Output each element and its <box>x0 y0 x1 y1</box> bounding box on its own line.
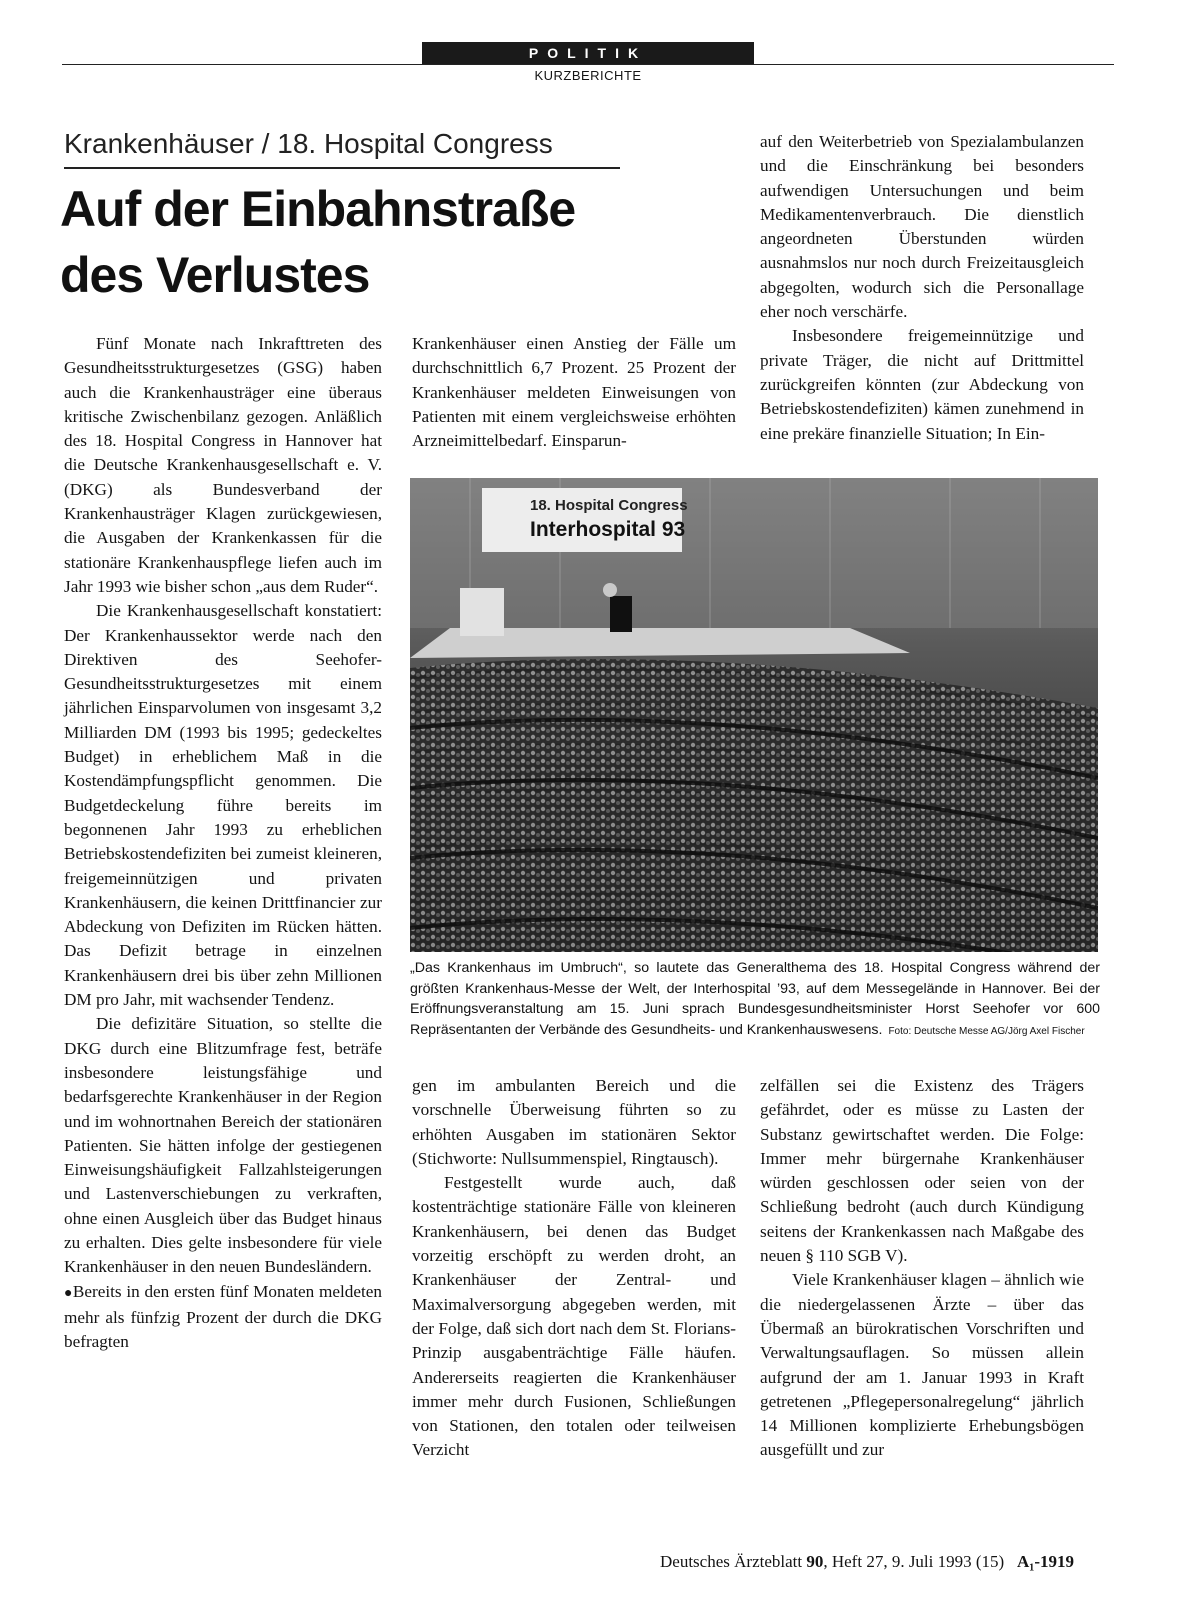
kicker-underline <box>64 167 620 169</box>
headline-line-2: des Verlustes <box>60 247 370 303</box>
paragraph: Festgestellt wurde auch, daß kostenträchtige stationäre Fälle von kleineren Krankenhäusern, bei denen das Budget vorzeitig erschöpft zu werden droht, an Krankenhäuser der Zentral- und Maximalversorgung abgegeben werden, mit der Folge, daß sich dort nach dem St. Florians-Prinzip ausgabenträchtige Fälle häufen. Andererseits reagierten die Krankenhäuser immer mehr durch Fusionen, Schließungen von Stationen, den totalen oder teilweisen Verzicht <box>412 1173 736 1460</box>
header-rule <box>62 64 1114 65</box>
page-number: A₁-1919 <box>1016 1552 1074 1571</box>
article-headline <box>60 176 750 308</box>
body-column-2-top <box>412 332 736 453</box>
subsection-label: KURZBERICHTE <box>534 68 642 83</box>
body-column-3-bottom <box>760 1074 1084 1463</box>
paragraph: Die Krankenhausgesellschaft konstatiert: Der Krankenhaussektor werde nach den Direktiven des Seehofer-Gesundheitsstrukturgesetzes mit einem jährlichen Einsparvolumen von insgesamt 3,2 Milliarden DM (1993 bis 1995; gedeckeltes Budget) in erheblichem Maß in die Kostendämpfungspflicht genommen. Die Budgetdeckelung führe bereits im begonnenen Jahr 1993 zu erheblichen Betriebskostendefiziten bei zumeist kleineren, freigemeinnützigen und privaten Krankenhäusern, die keinen Drittfinancier zur Abdeckung von Defiziten im Rücken hätten. Das Defizit betrage in einzelnen Krankenhäusern drei bis über zehn Millionen DM pro Jahr, mit wachsender Tendenz. <box>64 601 382 1010</box>
body-column-1 <box>64 332 382 1354</box>
congress-photo <box>410 478 1098 952</box>
paragraph: Fünf Monate nach Inkrafttreten des Gesundheitsstrukturgesetzes (GSG) haben auch die Krankenhausträger eine überaus kritische Zwischenbilanz gezogen. Anläßlich des 18. Hospital Congress in Hannover hat die Deutsche Krankenhausgesellschaft e. V. (DKG) als Bundesverband der Krankenhausträger Klagen zurückgewiesen, die Ausgaben der Krankenkassen für die stationäre Krankenhauspflege liefen auch im Jahr 1993 wie bisher schon „aus dem Ruder“. <box>64 334 382 596</box>
headline-line-1: Auf der Einbahnstraße <box>60 181 576 237</box>
section-label: POLITIK <box>422 42 754 64</box>
paragraph: Krankenhäuser einen Anstieg der Fälle um durchschnittlich 6,7 Prozent. 25 Prozent der Krankenhäuser meldeten Einweisungen von Patienten mit einem vergleichsweise erhöhten Arzneimittelbedarf. Einsparun- <box>412 334 736 451</box>
article-kicker: Krankenhäuser / 18. Hospital Congress <box>64 128 553 159</box>
photo-illustration <box>410 478 1098 952</box>
issue-info: , Heft 27, 9. Juli 1993 (15) <box>823 1552 1005 1571</box>
journal-name: Deutsches Ärzteblatt <box>660 1552 803 1571</box>
bullet-text: Bereits in den ersten fünf Monaten meldeten mehr als fünfzig Prozent der durch die DKG befragten <box>64 1281 382 1352</box>
paragraph: zelfällen sei die Existenz des Trägers gefährdet, oder es müsse zu Lasten der Substanz gewirtschaftet werden. Die Folge: Immer mehr bürgernahe Krankenhäuser würden geschlossen oder seien von der Schließung bedroht (auch durch Kündigung seitens der Krankenkassen nach Maßgabe des neuen § 110 SGB V). <box>760 1076 1084 1266</box>
paragraph: Viele Krankenhäuser klagen – ähnlich wie die niedergelassenen Ärzte – über das Übermaß an bürokratischen Vorschriften und Verwaltungsauflagen. So müssen allein aufgrund der am 1. Januar 1993 in Kraft getretenen „Pflegepersonalregelung“ jährlich 14 Millionen komplizierte Erhebungsbögen ausgefüllt und zur <box>760 1270 1084 1460</box>
bullet-paragraph <box>64 1280 382 1355</box>
banner-line-2: Interhospital 93 <box>530 518 686 541</box>
banner-line-1: 18. Hospital Congress <box>530 497 688 514</box>
volume-number: 90 <box>806 1552 824 1571</box>
body-column-2-bottom <box>412 1074 736 1463</box>
paragraph: auf den Weiterbetrieb von Spezialambulanzen und die Einschränkung bei besonders aufwendigen Untersuchungen und beim Medikamentenverbrauch. Die dienstlich angeordneten Überstunden würden ausnahmslos nur noch durch Freizeitausgleich abgegolten, wodurch sich die Personallage eher noch verschärfe. <box>760 132 1084 322</box>
page-footer <box>660 1552 1074 1572</box>
paragraph: Die defizitäre Situation, so stellte die DKG durch eine Blitzumfrage fest, beträfe insbesondere leistungsfähige und bedarfsgerechte Krankenhäuser in der Region und im wohnortnahen Bereich der stationären Patienten. Sie hätten infolge der gestiegenen Einweisungshäufigkeit Fallzahlsteigerungen und Lastenverschiebungen zu verkraften, ohne einen Ausgleich über das Budget hinaus zu erhalten. Dies gelte insbesondere für viele Krankenhäuser in den neuen Bundesländern. <box>64 1014 382 1277</box>
photo-credit: Foto: Deutsche Messe AG/Jörg Axel Fischer <box>888 1025 1085 1037</box>
body-column-3-top <box>760 130 1084 446</box>
caption-text: „Das Krankenhaus im Umbruch“, so lautete das Generalthema des 18. Hospital Congress während der größten Krankenhaus-Messe der Welt, der Interhospital ’93, auf dem Messegelände in Hannover. Bei der Eröffnungsveranstaltung am 15. Juni sprach Bundesgesundheitsminister Horst Seehofer vor 600 Repräsentanten der Verbände des Gesundheits- und Krankenhauswesens. <box>410 960 1100 1038</box>
paragraph: Insbesondere freigemeinnützige und private Träger, die nicht auf Drittmittel zurückgreifen könnten (zur Abdeckung von Betriebskostendefiziten) kämen zunehmend in eine prekäre finanzielle Situation; In Ein- <box>760 326 1084 443</box>
paragraph: gen im ambulanten Bereich und die vorschnelle Überweisung führten so zu erhöhten Ausgaben im stationären Sektor (Stichworte: Nullsummenspiel, Ringtausch). <box>412 1076 736 1168</box>
photo-caption <box>410 958 1100 1042</box>
